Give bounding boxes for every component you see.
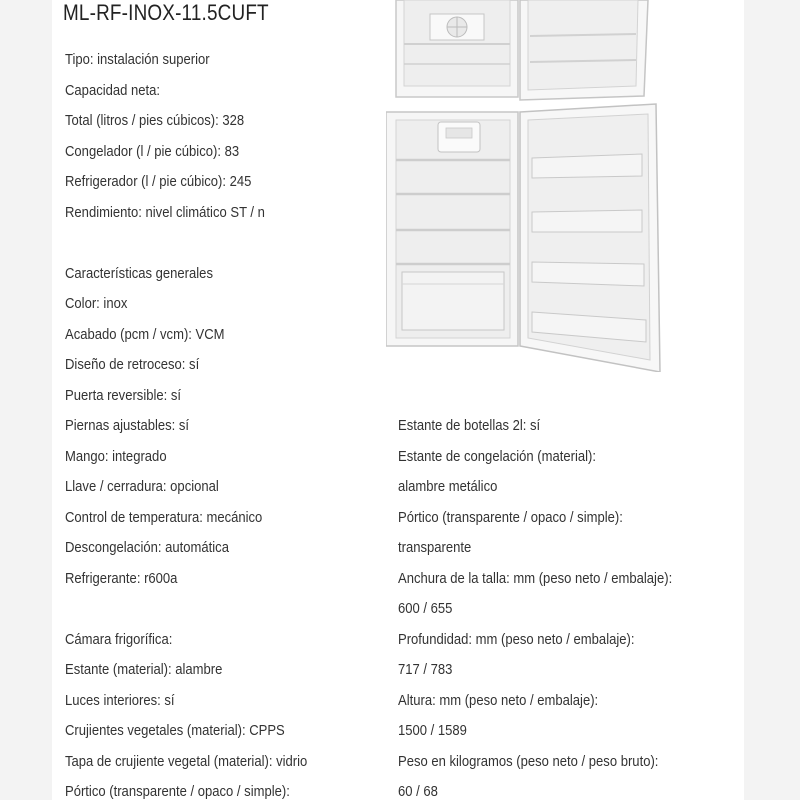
spec-line: Mango: integrado — [65, 448, 167, 465]
spec-line: Rendimiento: nivel climático ST / n — [65, 204, 265, 221]
spec-line — [65, 228, 307, 259]
spec-list-right — [398, 411, 703, 800]
spec-line: Estante de botellas 2l: sí — [398, 418, 541, 434]
spec-line: Tipo: instalación superior — [65, 52, 210, 68]
spec-line: Refrigerador (l / pie cúbico): 245 — [65, 174, 252, 190]
spec-line: Estante de congelación (material): — [398, 448, 597, 465]
spec-line: Peso en kilogramos (peso neto / peso bruto): — [398, 753, 659, 770]
spec-list-left — [65, 45, 334, 800]
spec-line: Profundidad: mm (peso neto / embalaje): — [398, 631, 635, 648]
spec-line: Diseño de retroceso: sí — [65, 357, 200, 373]
spec-line: Congelador (l / pie cúbico): 83 — [65, 143, 240, 160]
spec-line: Acabado (pcm / vcm): VCM — [65, 326, 225, 343]
spec-line: Características generales — [65, 265, 213, 282]
spec-line: 1500 / 1589 — [398, 723, 467, 739]
spec-line: alambre metálico — [398, 479, 498, 495]
spec-line: Pórtico (transparente / opaco / simple): — [65, 784, 290, 800]
spec-line: Puerta reversible: sí — [65, 387, 182, 404]
spec-line: Pórtico (transparente / opaco / simple): — [398, 509, 623, 526]
spec-line: Refrigerante: r600a — [65, 570, 178, 587]
spec-line: 600 / 655 — [398, 601, 453, 617]
spec-line — [65, 594, 307, 625]
spec-line: 717 / 783 — [398, 662, 453, 678]
spec-line: Llave / cerradura: opcional — [65, 479, 219, 495]
spec-line: Tapa de crujiente vegetal (material): vidrio — [65, 753, 308, 770]
spec-line: Control de temperatura: mecánico — [65, 509, 263, 526]
spec-line: Total (litros / pies cúbicos): 328 — [65, 113, 245, 129]
spec-line: Estante (material): alambre — [65, 662, 223, 678]
spec-line: Altura: mm (peso neto / embalaje): — [398, 692, 599, 709]
spec-line: Capacidad neta: — [65, 82, 161, 99]
spec-line: Descongelación: automática — [65, 540, 229, 556]
spec-sheet-page — [52, 0, 744, 800]
spec-line: 60 / 68 — [398, 784, 438, 800]
spec-line: transparente — [398, 540, 472, 556]
spec-line: Crujientes vegetales (material): CPPS — [65, 723, 285, 739]
spec-line: Color: inox — [65, 296, 128, 312]
spec-line: Piernas ajustables: sí — [65, 418, 190, 434]
product-model-title: ML-RF-INOX-11.5CUFT — [63, 0, 269, 25]
spec-line: Cámara frigorífica: — [65, 631, 173, 648]
refrigerator-image — [386, 0, 662, 372]
spec-line: Anchura de la talla: mm (peso neto / embalaje): — [398, 570, 673, 587]
spec-line: Luces interiores: sí — [65, 692, 175, 709]
